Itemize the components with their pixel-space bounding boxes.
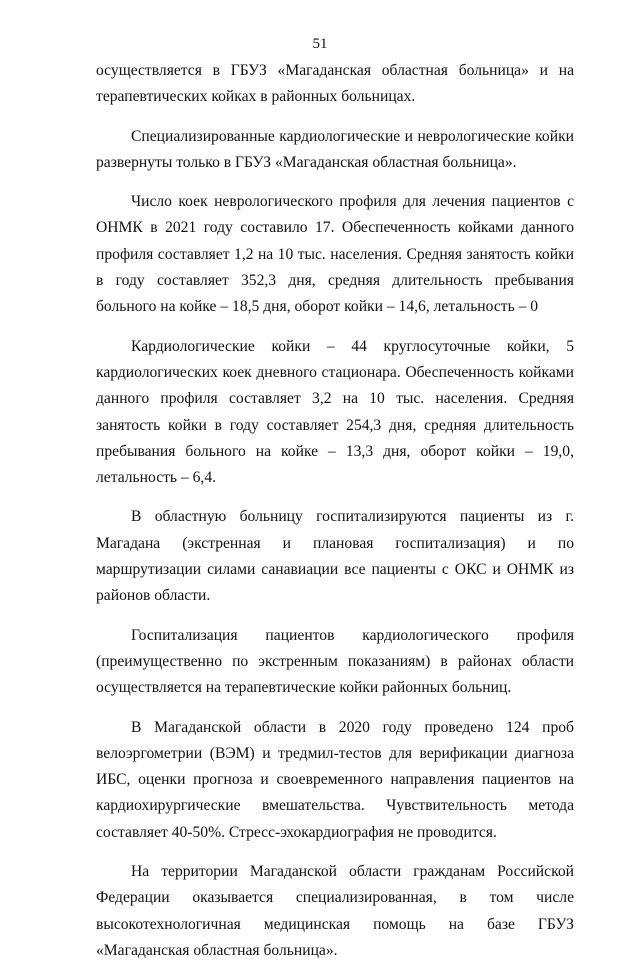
- paragraph-1: осуществляется в ГБУЗ «Магаданская областная больница» и на терапевтических койках в районных больницах.: [96, 62, 574, 106]
- paragraph-8: На территории Магаданской области гражданам Российской Федерации оказывается специализированная, в том числе высокотехнологичная медицинская помощь на базе ГБУЗ «Магаданская областная больница».: [96, 863, 574, 959]
- paragraph-5: В областную больницу госпитализируются пациенты из г. Магадана (экстренная и плановая госпитализация) и по маршрутизации силами санавиации все пациенты с ОКС и ОНМК из районов области.: [96, 508, 574, 605]
- document-body: [96, 58, 574, 964]
- paragraph-4: Кардиологические койки – 44 круглосуточные койки, 5 кардиологических коек дневного стационара. Обеспеченность койками данного профиля составляет 3,2 на 10 тыс. населения. Средняя занятость койки в году составляет 254,3 дня, средняя длительность пребывания больного на койке – 13,3 дня, оборот койки – 19,0, летальность – 6,4.: [96, 337, 574, 487]
- paragraph-2: Специализированные кардиологические и неврологические койки развернуты только в ГБУЗ «Магаданская областная больница».: [96, 127, 574, 171]
- paragraph-7: В Магаданской области в 2020 году проведено 124 проб велоэргометрии (ВЭМ) и тредмил-тестов для верификации диагноза ИБС, оценки прогноза и своевременного направления пациентов на кардиохирургические вмешательства. Чувствительность метода составляет 40-50%. Стресс-эхокардиография не проводится.: [96, 718, 574, 841]
- paragraph-6: Госпитализация пациентов кардиологического профиля (преимущественно по экстренным показаниям) в районах области осуществляется на терапевтические койки районных больниц.: [96, 626, 574, 697]
- paragraph-3: Число коек неврологического профиля для лечения пациентов с ОНМК в 2021 году составило 17. Обеспеченность койками данного профиля составляет 1,2 на 10 тыс. населения. Средняя занятость койки в году составляет 352,3 дня, средняя длительность пребывания больного на койке – 18,5 дня, оборот койки – 14,6, летальность – 0: [96, 193, 574, 316]
- page-number: 51: [312, 36, 328, 52]
